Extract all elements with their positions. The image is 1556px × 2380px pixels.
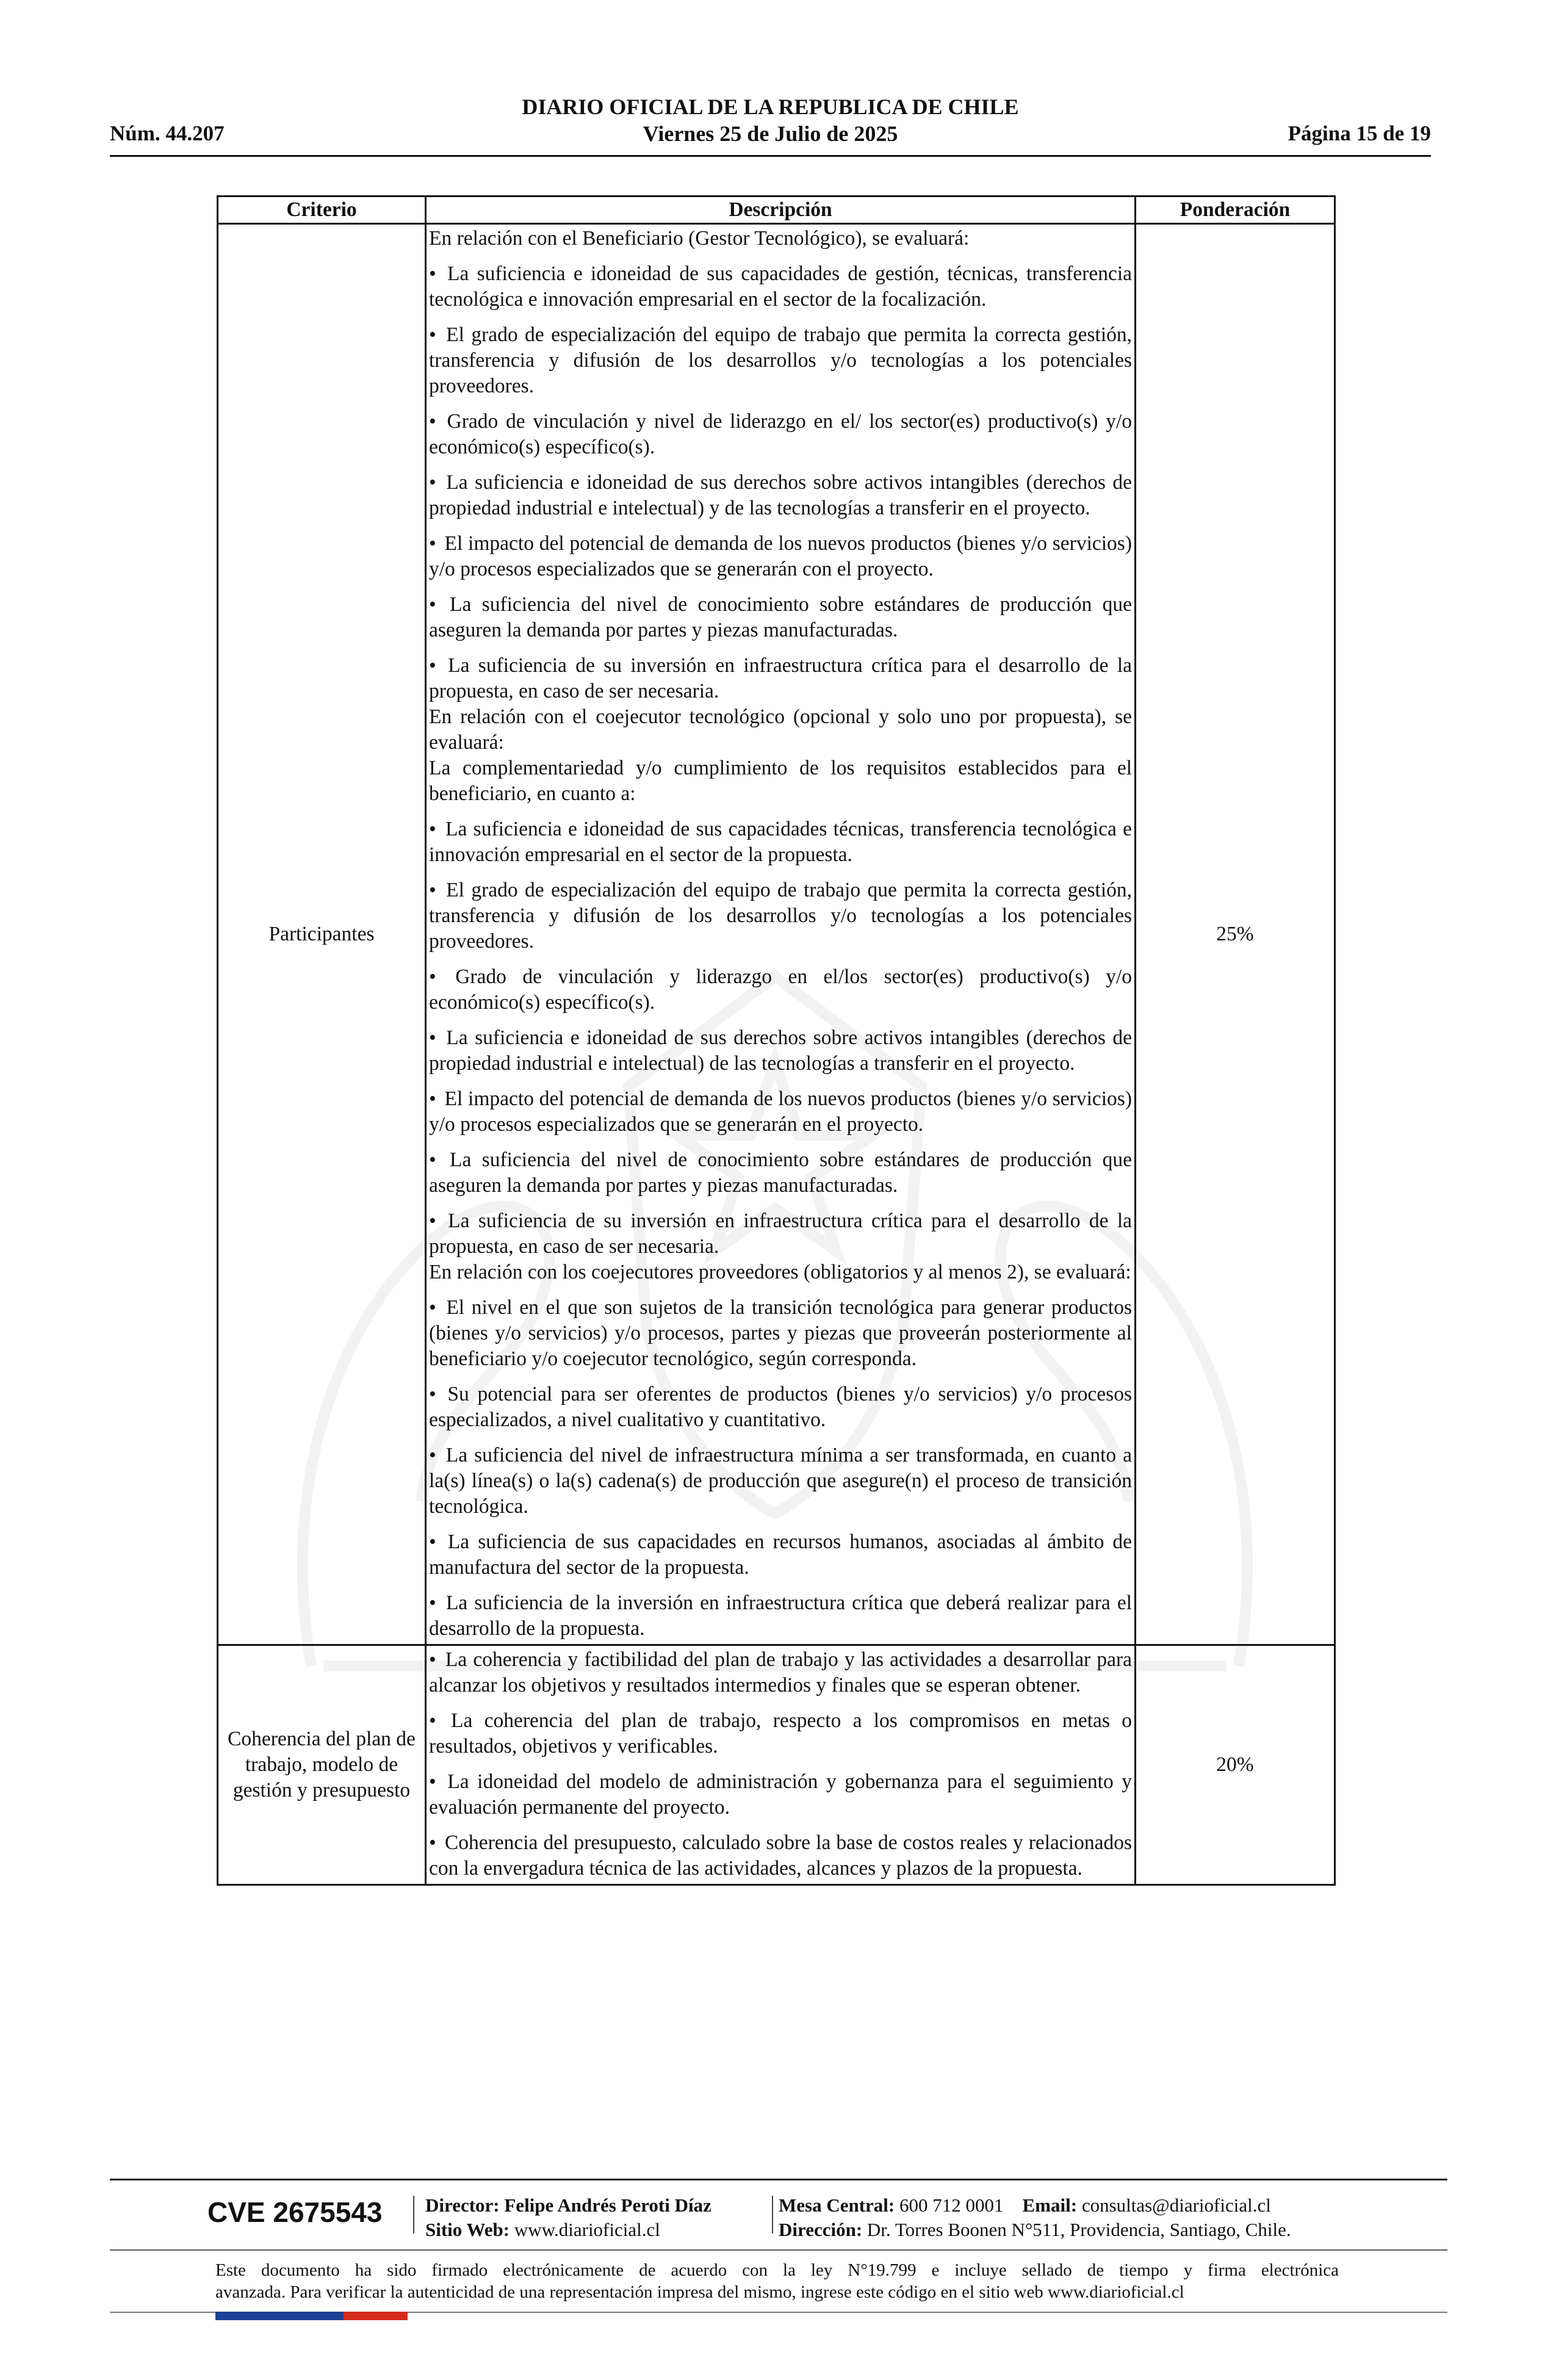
weight-cell: 20% (1136, 1645, 1335, 1885)
paragraph-text: La complementariedad y/o cumplimiento de los requisitos establecidos para el beneficiario, en cuanto a: (429, 757, 1132, 805)
table-row (218, 224, 1335, 1645)
bullet-icon: • (429, 1770, 436, 1793)
bullet-icon: • (429, 532, 436, 555)
header-divider (110, 155, 1431, 157)
bullet-icon: • (429, 410, 436, 433)
bullet-icon: • (429, 323, 436, 346)
footer-divider-top (110, 2179, 1447, 2180)
legal-notice (215, 2259, 1339, 2303)
paragraph-text: La suficiencia del nivel de conocimiento sobre estándares de producción que aseguren la demanda por partes y piezas manufacturadas. (429, 1149, 1132, 1197)
bullet-item (429, 1769, 1132, 1820)
paragraph-text: En relación con los coejecutores proveedores (obligatorios y al menos 2), se evaluará: (429, 1261, 1131, 1283)
flag-stripe (344, 2312, 408, 2320)
bullet-icon: • (429, 1087, 436, 1110)
mesa-phone: 600 712 0001 (899, 2194, 1004, 2216)
bullet-icon: • (429, 879, 436, 901)
paragraph-text: Su potencial para ser oferentes de productos (bienes y/o servicios) y/o procesos especializados, a nivel cualitativo y cuantitativo. (429, 1383, 1132, 1431)
bullet-icon: • (429, 262, 436, 285)
paragraph-text: El impacto del potencial de demanda de los nuevos productos (bienes y/o servicios) y/o procesos especializados que se generarán en el proyecto. (429, 1087, 1132, 1136)
paragraph-text: La suficiencia e idoneidad de sus capacidades técnicas, transferencia tecnológica e innovación empresarial en el sector de la propuesta. (429, 818, 1132, 866)
flag-stripe (279, 2312, 344, 2320)
legal-notice-line: avanzada. Para verificar la autenticidad de una representación impresa del mismo, ingrese este código en el sitio web www.diarioficial.cl (215, 2282, 1184, 2302)
weight-cell: 25% (1136, 224, 1335, 1645)
footer-divider-mid (110, 2249, 1447, 2251)
bullet-item (429, 1708, 1132, 1759)
paragraph-text: La suficiencia del nivel de infraestructura mínima a ser transformada, en cuanto a la(s) línea(s) o la(s) cadena(s) de producción que asegure(n) el proceso de transición tecnológica. (429, 1444, 1133, 1518)
bullet-item (429, 322, 1132, 399)
paragraph-text: La idoneidad del modelo de administración y gobernanza para el seguimiento y evaluación permanente del proyecto. (429, 1770, 1133, 1819)
bullet-icon: • (429, 1149, 436, 1171)
website-line (425, 2218, 660, 2242)
flag-stripe (215, 2312, 279, 2320)
description-paragraph (429, 226, 1132, 251)
paragraph-text: Grado de vinculación y liderazgo en el/los sector(es) productivo(s) y/o económico(s) específico(s). (429, 965, 1133, 1014)
description-paragraph (429, 755, 1132, 807)
description-cell (426, 1645, 1136, 1885)
page-footer (110, 2179, 1447, 2331)
legal-notice-line: Este documento ha sido firmado electrónicamente de acuerdo con la ley N°19.799 e incluye sellado de tiempo y firma electrónica (215, 2260, 1339, 2280)
bullet-item (429, 261, 1132, 312)
footer-separator (772, 2196, 773, 2234)
paragraph-text: La suficiencia e idoneidad de sus derechos sobre activos intangibles (derechos de propiedad industrial e intelectual) y de las tecnologías a transferir en el proyecto. (429, 471, 1133, 519)
paragraph-text: Grado de vinculación y nivel de liderazgo en el/ los sector(es) productivo(s) y/o económico(s) específico(s). (429, 410, 1132, 458)
bullet-icon: • (429, 1210, 436, 1232)
issue-date: Viernes 25 de Julio de 2025 (643, 121, 898, 146)
director-label: Director: (425, 2194, 500, 2216)
bullet-item (429, 817, 1132, 868)
page-header (110, 93, 1431, 154)
paragraph-text: Coherencia del presupuesto, calculado sobre la base de costos reales y relacionados con la envergadura técnica de las actividades, alcances y plazos de la propuesta. (429, 1831, 1132, 1880)
email-label: Email: (1022, 2194, 1078, 2216)
newspaper-title: DIARIO OFICIAL DE LA REPUBLICA DE CHILE (522, 95, 1019, 119)
bullet-icon: • (429, 471, 436, 494)
address-label: Dirección: (779, 2219, 863, 2240)
website-link[interactable]: www.diarioficial.cl (514, 2219, 660, 2240)
email-link[interactable]: consultas@diarioficial.cl (1081, 2194, 1271, 2216)
criteria-table (217, 195, 1336, 1886)
bullet-item (429, 409, 1132, 460)
paragraph-text: El impacto del potencial de demanda de los nuevos productos (bienes y/o servicios) y/o procesos especializados que se generarán con el proyecto. (429, 532, 1132, 580)
bullet-item (429, 878, 1132, 954)
bullet-item (429, 470, 1132, 521)
address-line (779, 2218, 1291, 2242)
bullet-icon: • (429, 1592, 436, 1614)
bullet-item (429, 1086, 1132, 1138)
contact-line (779, 2193, 1271, 2218)
bullet-item (429, 1382, 1132, 1433)
paragraph-text: La suficiencia de sus capacidades en recursos humanos, asociadas al ámbito de manufactura del sector de la propuesta. (429, 1531, 1133, 1579)
website-label: Sitio Web: (425, 2219, 510, 2240)
address-value: Dr. Torres Boonen N°511, Providencia, Santiago, Chile. (866, 2219, 1291, 2240)
column-header-criterio: Criterio (218, 197, 426, 224)
bullet-icon: • (429, 1444, 436, 1466)
bullet-item (429, 964, 1132, 1015)
page-number: Página 15 de 19 (1288, 121, 1431, 145)
bullet-icon: • (429, 1648, 436, 1671)
paragraph-text: La coherencia del plan de trabajo, respecto a los compromisos en metas o resultados, objetivos y verificables. (429, 1709, 1132, 1758)
bullet-item (429, 1830, 1132, 1881)
bullet-item (429, 1295, 1132, 1372)
bullet-item (429, 1647, 1132, 1698)
issue-number: Núm. 44.207 (110, 121, 225, 145)
paragraph-text: El nivel en el que son sujetos de la transición tecnológica para generar productos (bienes y/o servicios) y/o procesos, partes y piezas que proveerán posteriormente al beneficiario y/o coejecutor tecnológico, según corresponda. (429, 1296, 1132, 1370)
paragraph-text: La suficiencia del nivel de conocimiento sobre estándares de producción que aseguren la demanda por partes y piezas manufacturadas. (429, 593, 1132, 641)
paragraph-text: La suficiencia de su inversión en infraestructura crítica para el desarrollo de la propuesta, en caso de ser necesaria. (429, 1210, 1133, 1258)
bullet-item (429, 1208, 1132, 1260)
table-row (218, 1645, 1335, 1885)
description-cell (426, 224, 1136, 1645)
bullet-icon: • (429, 1296, 436, 1319)
paragraph-text: El grado de especialización del equipo de trabajo que permita la correcta gestión, transferencia y difusión de los desarrollos y/o tecnologías a los potenciales proveedores. (429, 879, 1133, 953)
bullet-item (429, 653, 1132, 704)
bullet-icon: • (429, 1383, 436, 1405)
criterion-cell: Coherencia del plan de trabajo, modelo de gestión y presupuesto (218, 1645, 426, 1885)
bullet-icon: • (429, 1709, 436, 1732)
description-paragraph (429, 1260, 1132, 1285)
bullet-item (429, 1590, 1132, 1642)
paragraph-text: La coherencia y factibilidad del plan de trabajo y las actividades a desarrollar para alcanzar los objetivos y resultados intermedios y finales que se esperan obtener. (429, 1648, 1132, 1697)
paragraph-text: El grado de especialización del equipo de trabajo que permita la correcta gestión, transferencia y difusión de los desarrollos y/o tecnologías a los potenciales proveedores. (429, 323, 1133, 397)
bullet-icon: • (429, 654, 436, 677)
bullet-item (429, 592, 1132, 643)
paragraph-text: En relación con el coejecutor tecnológico (opcional y solo uno por propuesta), se evaluará: (429, 705, 1132, 754)
bullet-icon: • (429, 818, 436, 840)
bullet-icon: • (429, 1026, 436, 1049)
bullet-icon: • (429, 1531, 436, 1553)
cve-code: CVE 2675543 (207, 2196, 383, 2228)
director-line (425, 2193, 711, 2218)
paragraph-text: La suficiencia de su inversión en infraestructura crítica para el desarrollo de la propuesta, en caso de ser necesaria. (429, 654, 1133, 702)
director-name: Felipe Andrés Peroti Díaz (504, 2194, 711, 2216)
criterion-cell: Participantes (218, 224, 426, 1645)
column-header-ponderacion: Ponderación (1136, 197, 1335, 224)
bullet-icon: • (429, 965, 436, 988)
bullet-item (429, 531, 1132, 582)
bullet-item (429, 1147, 1132, 1199)
bullet-icon: • (429, 1831, 436, 1854)
mesa-label: Mesa Central: (779, 2194, 895, 2216)
flag-color-bar (215, 2312, 408, 2320)
footer-separator (413, 2196, 414, 2234)
bullet-item (429, 1529, 1132, 1581)
description-paragraph (429, 704, 1132, 755)
paragraph-text: En relación con el Beneficiario (Gestor Tecnológico), se evaluará: (429, 227, 970, 250)
column-header-descripcion: Descripción (426, 197, 1136, 224)
bullet-icon: • (429, 593, 436, 616)
table-header-row (218, 197, 1335, 224)
paragraph-text: La suficiencia de la inversión en infraestructura crítica que deberá realizar para el desarrollo de la propuesta. (429, 1592, 1133, 1640)
paragraph-text: La suficiencia e idoneidad de sus capacidades de gestión, técnicas, transferencia tecnológica e innovación empresarial en el sector de la focalización. (429, 262, 1133, 311)
bullet-item (429, 1025, 1132, 1076)
paragraph-text: La suficiencia e idoneidad de sus derechos sobre activos intangibles (derechos de propiedad industrial e intelectual) de las tecnologías a transferir en el proyecto. (429, 1026, 1133, 1075)
bullet-item (429, 1443, 1132, 1520)
